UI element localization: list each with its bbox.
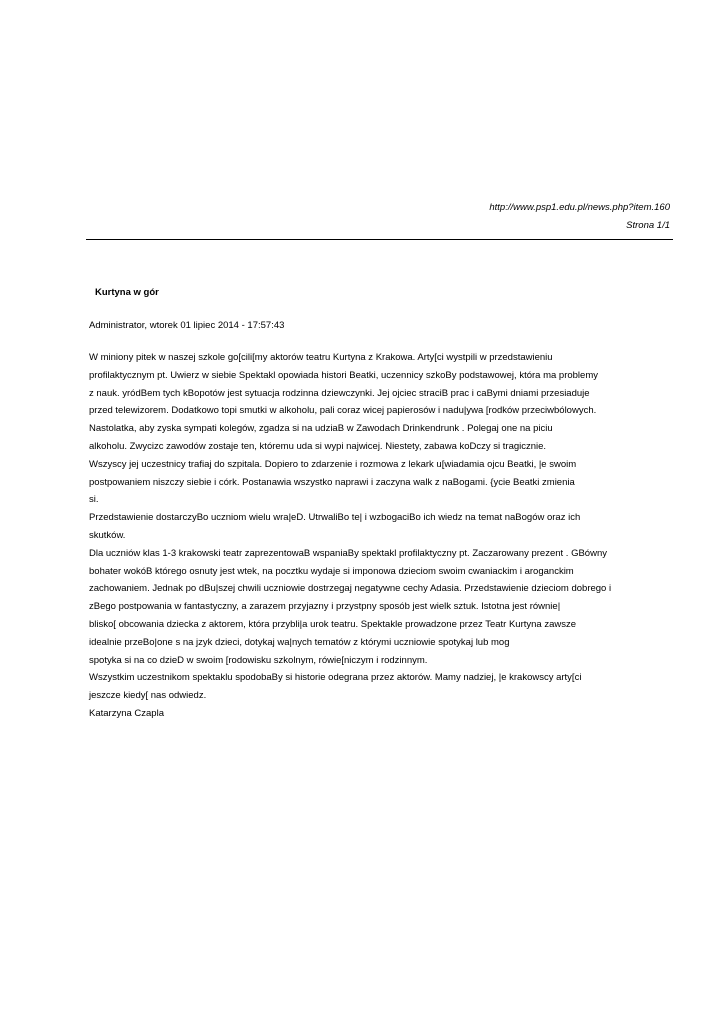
- article-line: zBego postpowania w fantastyczny, a zarazem przyjazny i przystpny sposób jest wielk sztuk. Istotna jest równie|: [89, 601, 561, 613]
- article-line: idealnie przeBo|one s na jzyk dzieci, dotykaj wa|nych tematów z którymi uczniowie spotykaj lub mog: [89, 636, 510, 648]
- article-line: Dla uczniów klas 1-3 krakowski teatr zaprezentowaB wspaniaBy spektakl profilaktyczny pt. Zaczarowany prezent . GBówny: [89, 547, 607, 559]
- article-line: si.: [89, 494, 99, 506]
- article-line: bohater wokóB którego osnuty jest wtek, na pocztku wydaje si imponowa dzieciom swoim cwaniackim i aroganckim: [89, 565, 574, 577]
- article-body: [89, 349, 679, 723]
- source-url: http://www.psp1.edu.pl/news.php?item.160: [489, 202, 670, 213]
- article-line: Nastolatka, aby zyska sympati kolegów, zgadza si na udziaB w Zawodach Drinkendrunk . Polegaj one na piciu: [89, 423, 553, 435]
- page-number: Strona 1/1: [626, 220, 670, 231]
- article-meta: Administrator, wtorek 01 lipiec 2014 - 17:57:43: [89, 320, 285, 331]
- article-line: blisko[ obcowania dziecka z aktorem, która przybli|a urok teatru. Spektakle prowadzone przez Teatr Kurtyna zawsze: [89, 618, 577, 630]
- article-line: postpowaniem niszczy siebie i córk. Postanawia wszystko naprawi i zaczyna walk z naBogami. {ycie Beatki zmienia: [89, 476, 575, 488]
- article-line: Wszyscy jej uczestnicy trafiaj do szpitala. Dopiero to zdarzenie i rozmowa z lekark u[wiadamia ojcu Beatki, |e swoim: [89, 458, 577, 470]
- article-title: Kurtyna w gór: [95, 287, 159, 298]
- article-line: jeszcze kiedy[ nas odwiedz.: [89, 690, 207, 702]
- article-line: z nauk. yródBem tych kBopotów jest sytuacja rodzinna dziewczynki. Jej ojciec straciB prac i caBymi dniami przesiaduje: [89, 387, 590, 399]
- article-line: zachowaniem. Jednak po dBu|szej chwili uczniowie dostrzegaj negatywne cechy Adasia. Przedstawienie dzieciom dobrego i: [89, 583, 612, 595]
- article-line: alkoholu. Zwycizc zawodów zostaje ten, któremu uda si wypi najwicej. Niestety, zabawa koDczy si tragicznie.: [89, 440, 547, 452]
- article-line: spotyka si na co dzieD w swoim [rodowisku szkolnym, rówie[niczym i rodzinnym.: [89, 654, 428, 666]
- article-line: przed telewizorem. Dodatkowo topi smutki w alkoholu, pali coraz wicej papierosów i nadu|ywa [rodków przeciwbólowych.: [89, 405, 597, 417]
- article-line: Wszystkim uczestnikom spektaklu spodobaBy si historie odegrana przez aktorów. Mamy nadziej, |e krakowscy arty[ci: [89, 672, 582, 684]
- article-line: profilaktycznym pt. Uwierz w siebie Spektakl opowiada histori Beatki, uczennicy szkoBy podstawowej, która ma problemy: [89, 369, 598, 381]
- author-signature: Katarzyna Czapla: [89, 707, 164, 719]
- article-line: skutków.: [89, 529, 126, 541]
- article-line: Przedstawienie dostarczyBo uczniom wielu wra|eD. UtrwaliBo te| i wzbogaciBo ich wiedz na temat naBogów oraz ich: [89, 512, 581, 524]
- header-divider: [86, 239, 673, 240]
- article-line: W miniony pitek w naszej szkole go[cili[my aktorów teatru Kurtyna z Krakowa. Arty[ci wystpili w przedstawieniu: [89, 352, 553, 363]
- page-header: [489, 199, 670, 235]
